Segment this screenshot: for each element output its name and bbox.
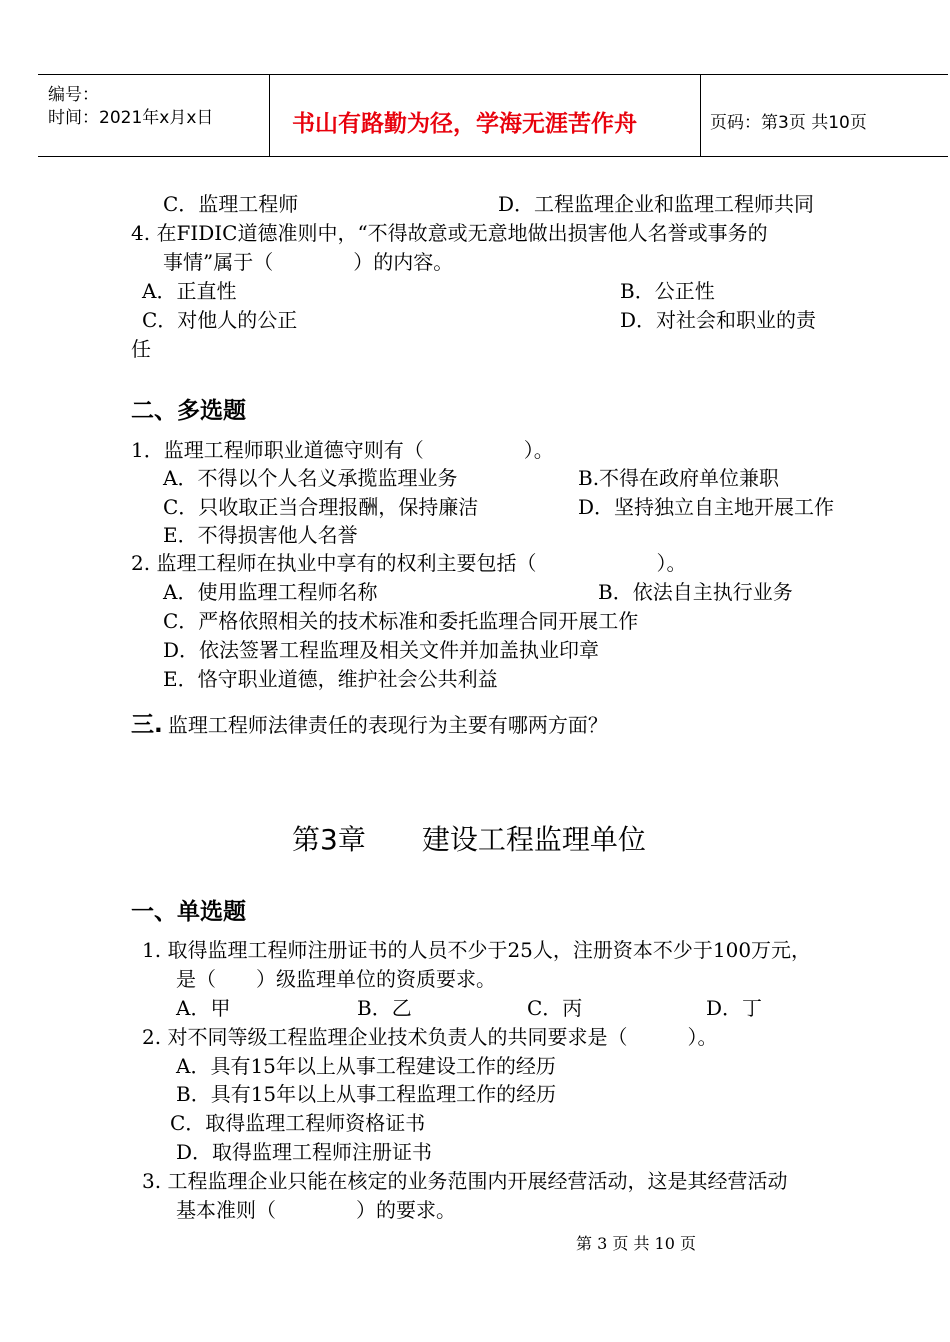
q4-option-d-continued: 任 xyxy=(131,337,151,361)
q4-stem-line2: 事情”属于（ ）的内容。 xyxy=(163,250,454,274)
s1-stem-line2: 是（ ）级监理单位的资质要求。 xyxy=(176,967,496,991)
section-heading-multi-choice: 二、多选题 xyxy=(131,398,246,424)
header-top-rule xyxy=(38,74,948,75)
m1-option-d: D．坚持独立自主地开展工作 xyxy=(578,495,835,519)
s3-stem-line2: 基本准则（ ）的要求。 xyxy=(176,1198,456,1222)
q4-option-b: B．公正性 xyxy=(620,279,715,303)
s2-option-b: B．具有15年以上从事工程监理工作的经历 xyxy=(176,1082,557,1106)
header-bottom-rule xyxy=(38,156,948,157)
header-divider-left xyxy=(269,74,270,157)
q4-option-d: D．对社会和职业的责 xyxy=(620,308,817,332)
s1-option-b: B．乙 xyxy=(357,996,412,1020)
m2-option-e: E．恪守职业道德，维护社会公共利益 xyxy=(163,667,498,691)
q4-option-a: A．正直性 xyxy=(142,279,237,303)
header-divider-right xyxy=(700,74,701,157)
m1-option-a: A．不得以个人名义承揽监理业务 xyxy=(163,466,458,490)
s1-stem-line1: 1. 取得监理工程师注册证书的人员不少于25人，注册资本不少于100万元， xyxy=(142,938,812,962)
s1-option-a: A．甲 xyxy=(176,996,231,1020)
m1-option-e: E．不得损害他人名誉 xyxy=(163,523,358,547)
section-three-text: 监理工程师法律责任的表现行为主要有哪两方面？ xyxy=(167,713,608,737)
section-three-mark: 三. xyxy=(131,712,163,738)
m2-option-c: C．严格依照相关的技术标准和委托监理合同开展工作 xyxy=(163,609,639,633)
section-heading-single-choice: 一、单选题 xyxy=(131,899,246,925)
s1-option-c: C．丙 xyxy=(527,996,583,1020)
section-three-question xyxy=(131,706,608,739)
q4-option-c: C．对他人的公正 xyxy=(142,308,298,332)
q4-stem-line1: 4. 在FIDIC道德准则中，“不得故意或无意地做出损害他人名誉或事务的 xyxy=(131,221,768,245)
s2-option-a: A．具有15年以上从事工程建设工作的经历 xyxy=(176,1054,556,1078)
document-time-label: 时间：2021年x月x日 xyxy=(48,108,214,128)
m2-option-d: D．依法签署工程监理及相关文件并加盖执业印章 xyxy=(163,638,600,662)
s2-option-d: D．取得监理工程师注册证书 xyxy=(176,1140,433,1164)
prev-option-c: C．监理工程师 xyxy=(163,192,299,216)
s1-option-d: D．丁 xyxy=(706,996,763,1020)
s3-stem-line1: 3. 工程监理企业只能在核定的业务范围内开展经营活动，这是其经营活动 xyxy=(142,1169,788,1193)
m1-stem: 1．监理工程师职业道德守则有（ ）。 xyxy=(131,438,554,462)
header-motto: 书山有路勤为径，学海无涯苦作舟 xyxy=(292,111,637,137)
m2-option-a: A．使用监理工程师名称 xyxy=(163,580,378,604)
s2-option-c: C．取得监理工程师资格证书 xyxy=(170,1111,426,1135)
m1-option-b: B.不得在政府单位兼职 xyxy=(578,466,780,490)
m2-option-b: B．依法自主执行业务 xyxy=(598,580,793,604)
document-number-label: 编号： xyxy=(48,85,99,105)
page-footer: 第 3 页 共 10 页 xyxy=(576,1234,696,1253)
m2-stem: 2. 监理工程师在执业中享有的权利主要包括（ ）。 xyxy=(131,551,687,575)
prev-option-d: D．工程监理企业和监理工程师共同 xyxy=(498,192,815,216)
m1-option-c: C．只收取正当合理报酬，保持廉洁 xyxy=(163,495,479,519)
s2-stem: 2. 对不同等级工程监理企业技术负责人的共同要求是（ ）。 xyxy=(142,1025,718,1049)
header-page-label: 页码：第3页 共10页 xyxy=(710,113,867,133)
chapter-title: 第3章 建设工程监理单位 xyxy=(292,823,646,856)
